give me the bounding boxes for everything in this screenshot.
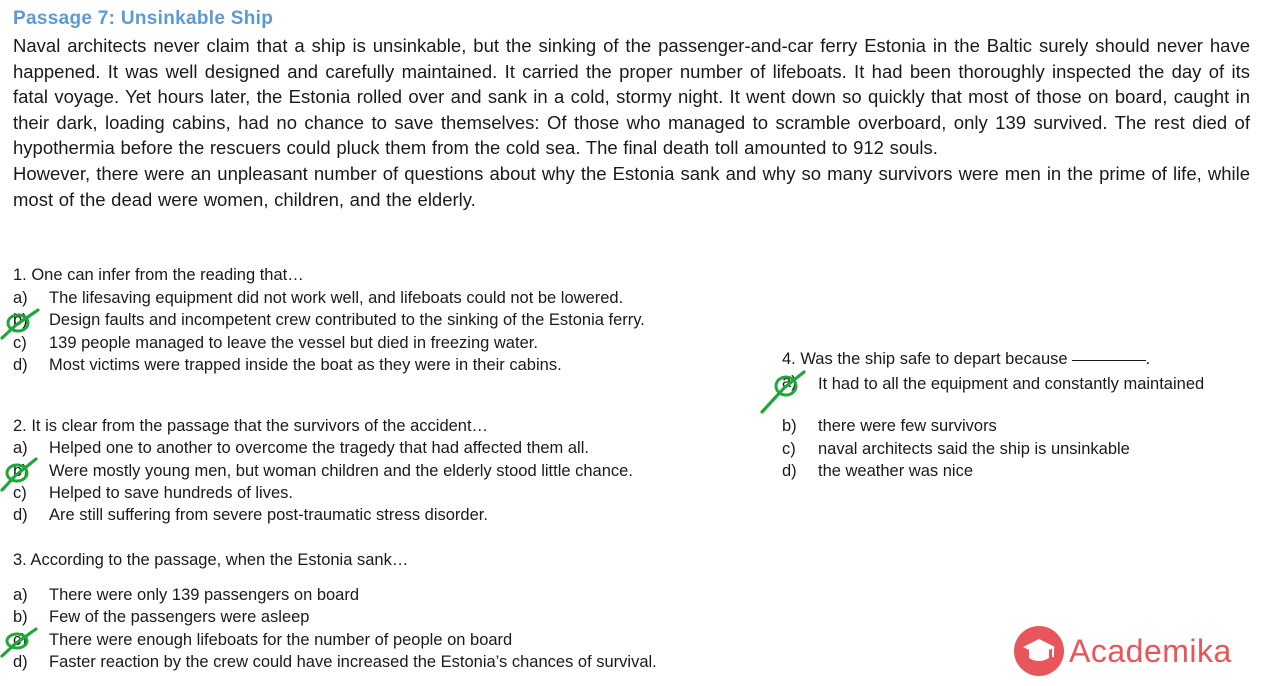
option-text: the weather was nice [818, 462, 974, 480]
option-text: It had to all the equipment and constantly maintained [818, 375, 1205, 393]
option-text: Design faults and incompetent crew contributed to the sinking of the Estonia ferry. [49, 311, 645, 329]
logo-wordmark: Academika [1069, 632, 1232, 669]
option-text: Are still suffering from severe post-traumatic stress disorder. [49, 506, 488, 524]
option-letter: a) [782, 373, 797, 391]
question-4-stem-end: . [1145, 350, 1151, 368]
check-mark-icon [0, 456, 44, 494]
option-letter: c) [13, 631, 27, 649]
option-letter: b) [13, 462, 28, 480]
option-letter: d) [13, 506, 28, 524]
passage-paragraph-1: Naval architects never claim that a ship is unsinkable, but the sinking of the passenger-and-car ferry Estonia in the Baltic surely should never have happened. It was well designed and carefully maintained. It carried the proper number of lifeboats. It had been thoroughly inspected the day of its fatal voyage. Yet hours later, the Estonia rolled over and sank in a cold, stormy night. It went down so quickly that most of those on board, caught in their dark, loading cabins, had no chance to save themselves: Of those who managed to scramble overboard, only 139 survived. The rest died of hypothermia before the rescuers could pluck them from the cold sea. The final death toll amounted to 912 souls. [13, 35, 1250, 159]
question-1-stem: 1. One can infer from the reading that… [13, 266, 304, 284]
question-3-stem: 3. According to the passage, when the Estonia sank… [13, 551, 409, 569]
option-letter: a) [13, 289, 28, 307]
option-text: Helped one to another to overcome the tragedy that had affected them all. [49, 439, 589, 457]
option-letter: a) [13, 439, 28, 457]
option-text: 139 people managed to leave the vessel but died in freezing water. [49, 334, 538, 352]
option-letter: d) [13, 653, 28, 671]
option-text: The lifesaving equipment did not work well, and lifeboats could not be lowered. [49, 289, 624, 307]
option-letter: a) [13, 586, 28, 604]
option-text: Faster reaction by the crew could have increased the Estonia’s chances of survival. [49, 653, 657, 671]
passage-paragraph-2: However, there were an unpleasant number of questions about why the Estonia sank and why so many survivors were men in the prime of life, while most of the dead were women, children, and the elderly. [13, 162, 1250, 210]
passage-title: Passage 7: Unsinkable Ship [13, 8, 274, 29]
option-text: Most victims were trapped inside the boat as they were in their cabins. [49, 356, 562, 374]
graduation-cap-icon [1013, 625, 1065, 677]
check-mark-icon [0, 626, 44, 660]
question-4-stem [782, 350, 1150, 369]
question-4-stem-text: 4. Was the ship safe to depart because [782, 350, 1068, 368]
option-letter: c) [13, 334, 27, 352]
option-letter: c) [782, 440, 796, 458]
option-letter: b) [782, 417, 797, 435]
option-letter: d) [13, 356, 28, 374]
option-text: Were mostly young men, but woman children and the elderly stood little chance. [49, 462, 633, 480]
option-text: Helped to save hundreds of lives. [49, 484, 293, 502]
option-text: there were few survivors [818, 417, 997, 435]
option-letter: b) [13, 608, 28, 626]
option-text: There were enough lifeboats for the number of people on board [49, 631, 513, 649]
option-text: There were only 139 passengers on board [49, 586, 360, 604]
question-2-stem: 2. It is clear from the passage that the survivors of the accident… [13, 417, 489, 435]
check-mark-icon [0, 306, 44, 342]
option-text: naval architects said the ship is unsinkable [818, 440, 1130, 458]
passage-text [13, 33, 1250, 212]
option-letter: b) [13, 311, 28, 329]
answer-blank [1072, 360, 1146, 361]
option-letter: c) [13, 484, 27, 502]
option-letter: d) [782, 462, 797, 480]
academika-logo [1013, 625, 1232, 677]
check-mark-icon [758, 368, 810, 416]
option-text: Few of the passengers were asleep [49, 608, 310, 626]
